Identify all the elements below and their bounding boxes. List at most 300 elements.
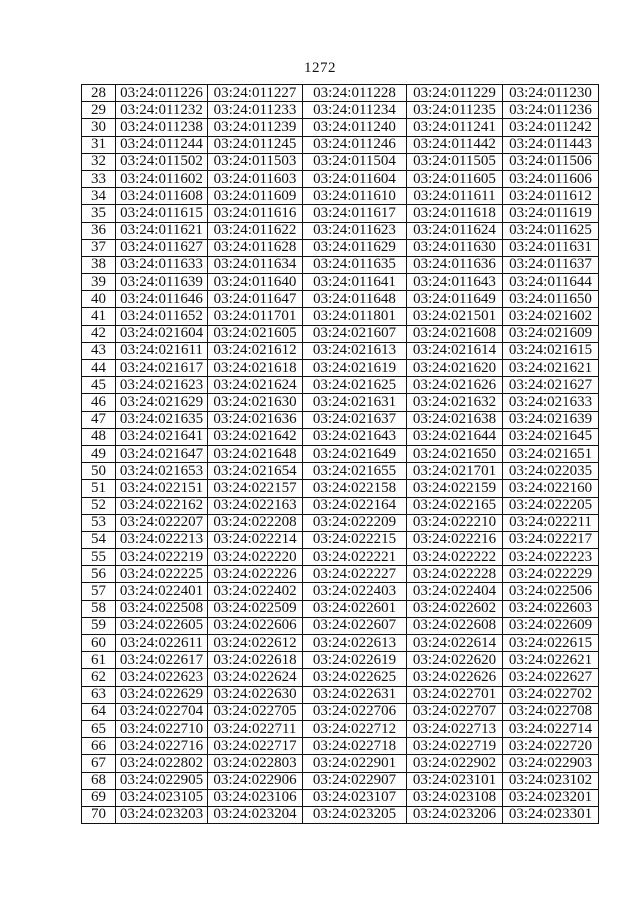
cadastral-number-cell: 03:24:011621 xyxy=(116,222,208,239)
cadastral-number-cell: 03:24:011235 xyxy=(407,102,503,119)
cadastral-number-cell: 03:24:011227 xyxy=(208,85,303,102)
cadastral-number-cell: 03:24:011633 xyxy=(116,256,208,273)
cadastral-number-cell: 03:24:022625 xyxy=(303,669,407,686)
table-row xyxy=(82,514,599,531)
table-row xyxy=(82,738,599,755)
table-row xyxy=(82,325,599,342)
cadastral-number-cell: 03:24:011233 xyxy=(208,102,303,119)
cadastral-number-cell: 03:24:022718 xyxy=(303,738,407,755)
table-row xyxy=(82,256,599,273)
cadastral-number-cell: 03:24:022207 xyxy=(116,514,208,531)
cadastral-number-cell: 03:24:022614 xyxy=(407,635,503,652)
cadastral-numbers-table xyxy=(81,84,599,824)
cadastral-number-cell: 03:24:021629 xyxy=(116,394,208,411)
row-number-cell: 44 xyxy=(82,360,116,377)
cadastral-number-cell: 03:24:022214 xyxy=(208,531,303,548)
cadastral-number-cell: 03:24:022624 xyxy=(208,669,303,686)
table-row xyxy=(82,686,599,703)
row-number-cell: 48 xyxy=(82,428,116,445)
cadastral-number-cell: 03:24:022615 xyxy=(503,635,599,652)
cadastral-number-cell: 03:24:021630 xyxy=(208,394,303,411)
table-row xyxy=(82,119,599,136)
row-number-cell: 58 xyxy=(82,600,116,617)
cadastral-number-cell: 03:24:023204 xyxy=(208,806,303,823)
cadastral-number-cell: 03:24:011241 xyxy=(407,119,503,136)
row-number-cell: 61 xyxy=(82,652,116,669)
row-number-cell: 42 xyxy=(82,325,116,342)
cadastral-number-cell: 03:24:021631 xyxy=(303,394,407,411)
cadastral-number-cell: 03:24:021621 xyxy=(503,360,599,377)
cadastral-number-cell: 03:24:021648 xyxy=(208,445,303,462)
cadastral-number-cell: 03:24:022158 xyxy=(303,480,407,497)
row-number-cell: 56 xyxy=(82,566,116,583)
cadastral-number-cell: 03:24:022716 xyxy=(116,738,208,755)
cadastral-number-cell: 03:24:022404 xyxy=(407,583,503,600)
cadastral-number-cell: 03:24:021608 xyxy=(407,325,503,342)
cadastral-number-cell: 03:24:011640 xyxy=(208,274,303,291)
cadastral-number-cell: 03:24:022617 xyxy=(116,652,208,669)
cadastral-number-cell: 03:24:011611 xyxy=(407,188,503,205)
cadastral-number-cell: 03:24:011506 xyxy=(503,153,599,170)
row-number-cell: 38 xyxy=(82,256,116,273)
cadastral-number-cell: 03:24:021602 xyxy=(503,308,599,325)
cadastral-number-cell: 03:24:021626 xyxy=(407,377,503,394)
cadastral-number-cell: 03:24:011238 xyxy=(116,119,208,136)
cadastral-number-cell: 03:24:023102 xyxy=(503,772,599,789)
cadastral-number-cell: 03:24:022720 xyxy=(503,738,599,755)
table-row xyxy=(82,445,599,462)
cadastral-number-cell: 03:24:011236 xyxy=(503,102,599,119)
table-row xyxy=(82,531,599,548)
cadastral-number-cell: 03:24:021636 xyxy=(208,411,303,428)
cadastral-number-cell: 03:24:022403 xyxy=(303,583,407,600)
table-row xyxy=(82,789,599,806)
cadastral-number-cell: 03:24:022509 xyxy=(208,600,303,617)
cadastral-number-cell: 03:24:022211 xyxy=(503,514,599,531)
row-number-cell: 67 xyxy=(82,755,116,772)
cadastral-number-cell: 03:24:011610 xyxy=(303,188,407,205)
cadastral-number-cell: 03:24:022802 xyxy=(116,755,208,772)
cadastral-number-cell: 03:24:021611 xyxy=(116,342,208,359)
cadastral-number-cell: 03:24:022205 xyxy=(503,497,599,514)
table-row xyxy=(82,549,599,566)
row-number-cell: 43 xyxy=(82,342,116,359)
cadastral-number-cell: 03:24:022607 xyxy=(303,617,407,634)
cadastral-number-cell: 03:24:022210 xyxy=(407,514,503,531)
table-row xyxy=(82,806,599,823)
cadastral-number-cell: 03:24:011505 xyxy=(407,153,503,170)
cadastral-number-cell: 03:24:011504 xyxy=(303,153,407,170)
cadastral-number-cell: 03:24:011652 xyxy=(116,308,208,325)
cadastral-number-cell: 03:24:011226 xyxy=(116,85,208,102)
table-row xyxy=(82,566,599,583)
cadastral-number-cell: 03:24:011617 xyxy=(303,205,407,222)
cadastral-number-cell: 03:24:011503 xyxy=(208,153,303,170)
cadastral-number-cell: 03:24:021654 xyxy=(208,463,303,480)
cadastral-number-cell: 03:24:011244 xyxy=(116,136,208,153)
cadastral-number-cell: 03:24:011616 xyxy=(208,205,303,222)
cadastral-number-cell: 03:24:011650 xyxy=(503,291,599,308)
cadastral-number-cell: 03:24:011625 xyxy=(503,222,599,239)
cadastral-number-cell: 03:24:022626 xyxy=(407,669,503,686)
cadastral-number-cell: 03:24:022401 xyxy=(116,583,208,600)
row-number-cell: 55 xyxy=(82,549,116,566)
cadastral-number-cell: 03:24:021612 xyxy=(208,342,303,359)
table-row xyxy=(82,102,599,119)
cadastral-number-cell: 03:24:011701 xyxy=(208,308,303,325)
cadastral-number-cell: 03:24:022165 xyxy=(407,497,503,514)
cadastral-number-cell: 03:24:022627 xyxy=(503,669,599,686)
cadastral-number-cell: 03:24:021639 xyxy=(503,411,599,428)
row-number-cell: 54 xyxy=(82,531,116,548)
cadastral-number-cell: 03:24:022215 xyxy=(303,531,407,548)
cadastral-number-cell: 03:24:022719 xyxy=(407,738,503,755)
table-row xyxy=(82,755,599,772)
cadastral-number-cell: 03:24:021638 xyxy=(407,411,503,428)
row-number-cell: 62 xyxy=(82,669,116,686)
row-number-cell: 57 xyxy=(82,583,116,600)
cadastral-number-cell: 03:24:022717 xyxy=(208,738,303,755)
cadastral-number-cell: 03:24:021649 xyxy=(303,445,407,462)
row-number-cell: 69 xyxy=(82,789,116,806)
cadastral-number-cell: 03:24:011228 xyxy=(303,85,407,102)
cadastral-number-cell: 03:24:021605 xyxy=(208,325,303,342)
table-row xyxy=(82,308,599,325)
cadastral-number-cell: 03:24:021613 xyxy=(303,342,407,359)
row-number-cell: 32 xyxy=(82,153,116,170)
cadastral-number-cell: 03:24:022629 xyxy=(116,686,208,703)
cadastral-number-cell: 03:24:021615 xyxy=(503,342,599,359)
cadastral-number-cell: 03:24:011627 xyxy=(116,239,208,256)
cadastral-number-cell: 03:24:022712 xyxy=(303,720,407,737)
cadastral-number-cell: 03:24:022220 xyxy=(208,549,303,566)
cadastral-number-cell: 03:24:022906 xyxy=(208,772,303,789)
table-row xyxy=(82,360,599,377)
cadastral-number-cell: 03:24:022225 xyxy=(116,566,208,583)
cadastral-number-cell: 03:24:011229 xyxy=(407,85,503,102)
cadastral-number-cell: 03:24:023101 xyxy=(407,772,503,789)
cadastral-number-cell: 03:24:011630 xyxy=(407,239,503,256)
cadastral-number-cell: 03:24:011242 xyxy=(503,119,599,136)
table-row xyxy=(82,411,599,428)
cadastral-number-cell: 03:24:011609 xyxy=(208,188,303,205)
table-row xyxy=(82,480,599,497)
cadastral-number-cell: 03:24:022208 xyxy=(208,514,303,531)
cadastral-number-cell: 03:24:022163 xyxy=(208,497,303,514)
cadastral-number-cell: 03:24:011622 xyxy=(208,222,303,239)
cadastral-number-cell: 03:24:011602 xyxy=(116,170,208,187)
cadastral-number-cell: 03:24:011636 xyxy=(407,256,503,273)
cadastral-number-cell: 03:24:011240 xyxy=(303,119,407,136)
cadastral-number-cell: 03:24:022035 xyxy=(503,463,599,480)
cadastral-number-cell: 03:24:011637 xyxy=(503,256,599,273)
cadastral-number-cell: 03:24:011232 xyxy=(116,102,208,119)
cadastral-number-cell: 03:24:022603 xyxy=(503,600,599,617)
cadastral-number-cell: 03:24:011619 xyxy=(503,205,599,222)
cadastral-number-cell: 03:24:011639 xyxy=(116,274,208,291)
cadastral-number-cell: 03:24:022711 xyxy=(208,720,303,737)
table-row xyxy=(82,153,599,170)
cadastral-number-cell: 03:24:011629 xyxy=(303,239,407,256)
cadastral-number-cell: 03:24:023201 xyxy=(503,789,599,806)
cadastral-number-cell: 03:24:021627 xyxy=(503,377,599,394)
table-row xyxy=(82,342,599,359)
cadastral-number-cell: 03:24:021642 xyxy=(208,428,303,445)
cadastral-number-cell: 03:24:023203 xyxy=(116,806,208,823)
cadastral-number-cell: 03:24:011641 xyxy=(303,274,407,291)
cadastral-number-cell: 03:24:011644 xyxy=(503,274,599,291)
table-row xyxy=(82,635,599,652)
cadastral-number-cell: 03:24:022612 xyxy=(208,635,303,652)
cadastral-number-cell: 03:24:022901 xyxy=(303,755,407,772)
cadastral-number-cell: 03:24:021618 xyxy=(208,360,303,377)
cadastral-number-cell: 03:24:022157 xyxy=(208,480,303,497)
cadastral-number-cell: 03:24:021644 xyxy=(407,428,503,445)
cadastral-number-cell: 03:24:022710 xyxy=(116,720,208,737)
cadastral-number-cell: 03:24:022508 xyxy=(116,600,208,617)
cadastral-number-cell: 03:24:022907 xyxy=(303,772,407,789)
table-row xyxy=(82,772,599,789)
cadastral-number-cell: 03:24:022228 xyxy=(407,566,503,583)
cadastral-number-cell: 03:24:021655 xyxy=(303,463,407,480)
row-number-cell: 30 xyxy=(82,119,116,136)
cadastral-number-cell: 03:24:023105 xyxy=(116,789,208,806)
cadastral-number-cell: 03:24:011631 xyxy=(503,239,599,256)
row-number-cell: 47 xyxy=(82,411,116,428)
cadastral-number-cell: 03:24:011646 xyxy=(116,291,208,308)
table-row xyxy=(82,377,599,394)
cadastral-number-cell: 03:24:011234 xyxy=(303,102,407,119)
cadastral-number-cell: 03:24:022620 xyxy=(407,652,503,669)
cadastral-number-cell: 03:24:011608 xyxy=(116,188,208,205)
table-row xyxy=(82,428,599,445)
table-row xyxy=(82,463,599,480)
cadastral-number-cell: 03:24:021501 xyxy=(407,308,503,325)
cadastral-number-cell: 03:24:022209 xyxy=(303,514,407,531)
row-number-cell: 36 xyxy=(82,222,116,239)
cadastral-number-cell: 03:24:011649 xyxy=(407,291,503,308)
table-row xyxy=(82,703,599,720)
cadastral-number-cell: 03:24:011628 xyxy=(208,239,303,256)
cadastral-number-cell: 03:24:011647 xyxy=(208,291,303,308)
cadastral-number-cell: 03:24:022704 xyxy=(116,703,208,720)
row-number-cell: 33 xyxy=(82,170,116,187)
cadastral-number-cell: 03:24:021609 xyxy=(503,325,599,342)
row-number-cell: 53 xyxy=(82,514,116,531)
cadastral-number-cell: 03:24:011604 xyxy=(303,170,407,187)
table-row xyxy=(82,85,599,102)
row-number-cell: 60 xyxy=(82,635,116,652)
table-row xyxy=(82,720,599,737)
row-number-cell: 45 xyxy=(82,377,116,394)
cadastral-number-cell: 03:24:022605 xyxy=(116,617,208,634)
cadastral-number-cell: 03:24:023108 xyxy=(407,789,503,806)
cadastral-number-cell: 03:24:023206 xyxy=(407,806,503,823)
table-row xyxy=(82,600,599,617)
table-row xyxy=(82,188,599,205)
cadastral-number-cell: 03:24:022714 xyxy=(503,720,599,737)
cadastral-number-cell: 03:24:022708 xyxy=(503,703,599,720)
cadastral-number-cell: 03:24:022164 xyxy=(303,497,407,514)
cadastral-number-cell: 03:24:021632 xyxy=(407,394,503,411)
cadastral-number-cell: 03:24:022227 xyxy=(303,566,407,583)
row-number-cell: 35 xyxy=(82,205,116,222)
cadastral-number-cell: 03:24:021604 xyxy=(116,325,208,342)
cadastral-number-cell: 03:24:022701 xyxy=(407,686,503,703)
row-number-cell: 49 xyxy=(82,445,116,462)
cadastral-number-cell: 03:24:022229 xyxy=(503,566,599,583)
table-row xyxy=(82,652,599,669)
row-number-cell: 29 xyxy=(82,102,116,119)
cadastral-number-cell: 03:24:011245 xyxy=(208,136,303,153)
cadastral-number-cell: 03:24:022713 xyxy=(407,720,503,737)
table-row xyxy=(82,617,599,634)
cadastral-number-cell: 03:24:022602 xyxy=(407,600,503,617)
table-row xyxy=(82,394,599,411)
table-row xyxy=(82,222,599,239)
cadastral-number-cell: 03:24:021650 xyxy=(407,445,503,462)
cadastral-number-cell: 03:24:023301 xyxy=(503,806,599,823)
row-number-cell: 50 xyxy=(82,463,116,480)
row-number-cell: 65 xyxy=(82,720,116,737)
table-row xyxy=(82,205,599,222)
cadastral-number-cell: 03:24:021620 xyxy=(407,360,503,377)
cadastral-number-cell: 03:24:022621 xyxy=(503,652,599,669)
cadastral-number-cell: 03:24:022162 xyxy=(116,497,208,514)
row-number-cell: 59 xyxy=(82,617,116,634)
cadastral-number-cell: 03:24:021607 xyxy=(303,325,407,342)
cadastral-number-cell: 03:24:011615 xyxy=(116,205,208,222)
cadastral-number-cell: 03:24:022601 xyxy=(303,600,407,617)
cadastral-number-cell: 03:24:022630 xyxy=(208,686,303,703)
cadastral-number-cell: 03:24:022706 xyxy=(303,703,407,720)
cadastral-number-cell: 03:24:011443 xyxy=(503,136,599,153)
table-row xyxy=(82,291,599,308)
cadastral-number-cell: 03:24:022613 xyxy=(303,635,407,652)
row-number-cell: 64 xyxy=(82,703,116,720)
cadastral-number-cell: 03:24:011502 xyxy=(116,153,208,170)
cadastral-number-cell: 03:24:022221 xyxy=(303,549,407,566)
cadastral-number-cell: 03:24:022609 xyxy=(503,617,599,634)
cadastral-number-cell: 03:24:011603 xyxy=(208,170,303,187)
cadastral-number-cell: 03:24:011648 xyxy=(303,291,407,308)
cadastral-number-cell: 03:24:022217 xyxy=(503,531,599,548)
cadastral-number-cell: 03:24:021701 xyxy=(407,463,503,480)
cadastral-number-cell: 03:24:021645 xyxy=(503,428,599,445)
cadastral-number-cell: 03:24:021651 xyxy=(503,445,599,462)
table-body xyxy=(82,85,599,824)
cadastral-number-cell: 03:24:011246 xyxy=(303,136,407,153)
cadastral-number-cell: 03:24:022702 xyxy=(503,686,599,703)
cadastral-number-cell: 03:24:022159 xyxy=(407,480,503,497)
cadastral-number-cell: 03:24:022902 xyxy=(407,755,503,772)
cadastral-number-cell: 03:24:022905 xyxy=(116,772,208,789)
row-number-cell: 68 xyxy=(82,772,116,789)
row-number-cell: 41 xyxy=(82,308,116,325)
cadastral-number-cell: 03:24:022606 xyxy=(208,617,303,634)
cadastral-number-cell: 03:24:022216 xyxy=(407,531,503,548)
cadastral-number-cell: 03:24:011634 xyxy=(208,256,303,273)
cadastral-number-cell: 03:24:011606 xyxy=(503,170,599,187)
cadastral-number-cell: 03:24:011635 xyxy=(303,256,407,273)
cadastral-number-cell: 03:24:021624 xyxy=(208,377,303,394)
cadastral-number-cell: 03:24:022222 xyxy=(407,549,503,566)
row-number-cell: 63 xyxy=(82,686,116,703)
cadastral-number-cell: 03:24:021623 xyxy=(116,377,208,394)
cadastral-number-cell: 03:24:011643 xyxy=(407,274,503,291)
cadastral-number-cell: 03:24:011442 xyxy=(407,136,503,153)
cadastral-number-cell: 03:24:021617 xyxy=(116,360,208,377)
row-number-cell: 31 xyxy=(82,136,116,153)
cadastral-number-cell: 03:24:022223 xyxy=(503,549,599,566)
row-number-cell: 39 xyxy=(82,274,116,291)
table-row xyxy=(82,239,599,256)
cadastral-number-cell: 03:24:011623 xyxy=(303,222,407,239)
cadastral-number-cell: 03:24:011618 xyxy=(407,205,503,222)
cadastral-number-cell: 03:24:011801 xyxy=(303,308,407,325)
cadastral-number-cell: 03:24:011624 xyxy=(407,222,503,239)
cadastral-number-cell: 03:24:022402 xyxy=(208,583,303,600)
row-number-cell: 34 xyxy=(82,188,116,205)
cadastral-number-cell: 03:24:011230 xyxy=(503,85,599,102)
row-number-cell: 28 xyxy=(82,85,116,102)
cadastral-number-cell: 03:24:011239 xyxy=(208,119,303,136)
cadastral-number-cell: 03:24:022226 xyxy=(208,566,303,583)
cadastral-number-cell: 03:24:023106 xyxy=(208,789,303,806)
cadastral-number-cell: 03:24:022151 xyxy=(116,480,208,497)
cadastral-number-cell: 03:24:022608 xyxy=(407,617,503,634)
row-number-cell: 46 xyxy=(82,394,116,411)
table-row xyxy=(82,669,599,686)
cadastral-number-cell: 03:24:022707 xyxy=(407,703,503,720)
cadastral-number-cell: 03:24:021647 xyxy=(116,445,208,462)
cadastral-number-cell: 03:24:021619 xyxy=(303,360,407,377)
cadastral-number-cell: 03:24:022213 xyxy=(116,531,208,548)
row-number-cell: 66 xyxy=(82,738,116,755)
page-number: 1272 xyxy=(304,60,336,76)
cadastral-number-cell: 03:24:021653 xyxy=(116,463,208,480)
cadastral-number-cell: 03:24:021635 xyxy=(116,411,208,428)
cadastral-number-cell: 03:24:022506 xyxy=(503,583,599,600)
cadastral-number-cell: 03:24:021614 xyxy=(407,342,503,359)
cadastral-number-cell: 03:24:022611 xyxy=(116,635,208,652)
cadastral-number-cell: 03:24:022160 xyxy=(503,480,599,497)
cadastral-number-cell: 03:24:022219 xyxy=(116,549,208,566)
cadastral-number-cell: 03:24:022619 xyxy=(303,652,407,669)
row-number-cell: 52 xyxy=(82,497,116,514)
row-number-cell: 40 xyxy=(82,291,116,308)
cadastral-number-cell: 03:24:021625 xyxy=(303,377,407,394)
table-row xyxy=(82,170,599,187)
cadastral-number-cell: 03:24:022631 xyxy=(303,686,407,703)
cadastral-number-cell: 03:24:011612 xyxy=(503,188,599,205)
cadastral-number-cell: 03:24:022618 xyxy=(208,652,303,669)
table-row xyxy=(82,274,599,291)
row-number-cell: 70 xyxy=(82,806,116,823)
cadastral-number-cell: 03:24:021643 xyxy=(303,428,407,445)
row-number-cell: 51 xyxy=(82,480,116,497)
cadastral-number-cell: 03:24:022705 xyxy=(208,703,303,720)
cadastral-number-cell: 03:24:021637 xyxy=(303,411,407,428)
cadastral-number-cell: 03:24:011605 xyxy=(407,170,503,187)
cadastral-number-cell: 03:24:022903 xyxy=(503,755,599,772)
cadastral-number-cell: 03:24:021633 xyxy=(503,394,599,411)
cadastral-number-cell: 03:24:022803 xyxy=(208,755,303,772)
table-row xyxy=(82,583,599,600)
cadastral-number-cell: 03:24:022623 xyxy=(116,669,208,686)
row-number-cell: 37 xyxy=(82,239,116,256)
table-row xyxy=(82,136,599,153)
